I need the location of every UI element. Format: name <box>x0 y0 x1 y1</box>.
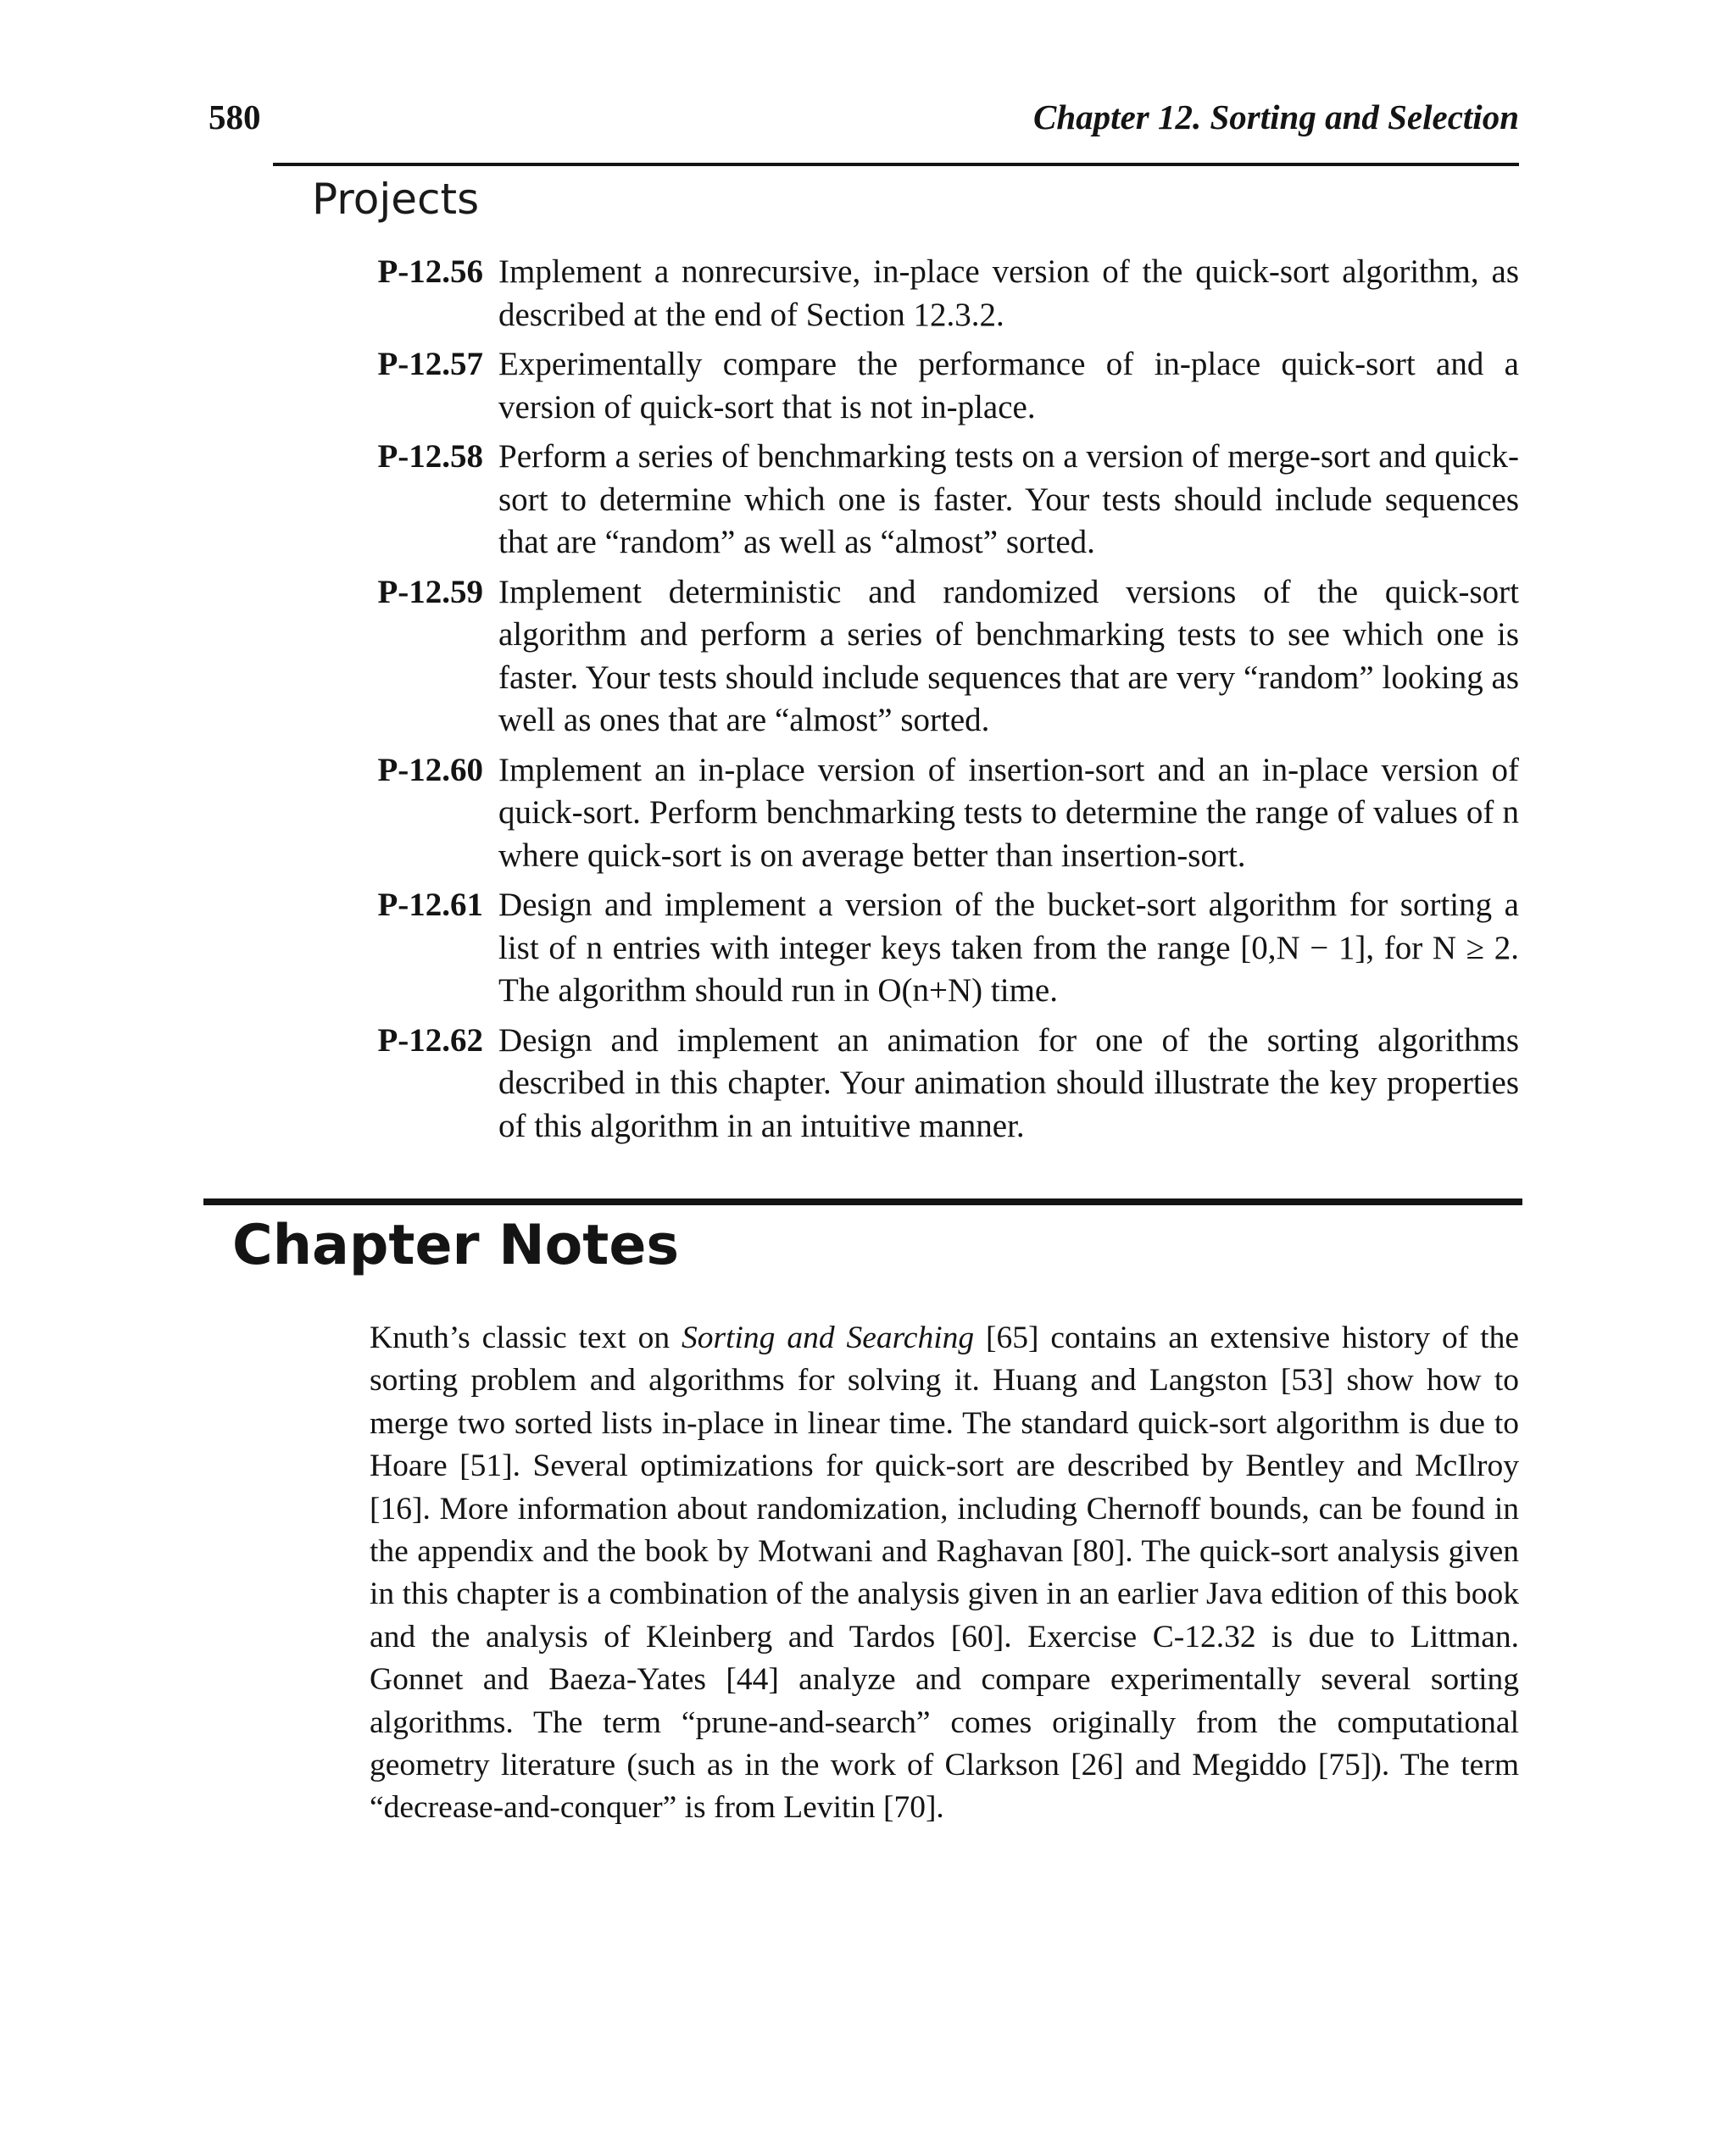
project-item <box>366 1020 1519 1148</box>
project-text: Perform a series of benchmarking tests on a version of merge-sort and quick-sort to determine which one is faster. Your tests should include sequences that are “random” as well as “almost” sorted. <box>498 438 1519 560</box>
chapter-notes-heading: Chapter Notes <box>232 1214 680 1277</box>
project-text: Design and implement a version of the bucket-sort algorithm for sorting a list of n entries with integer keys taken from the range [0,N − 1], for N ≥ 2. The algorithm should run in O(n+N) time. <box>498 887 1519 1009</box>
notes-book-title: Sorting and Searching <box>682 1321 975 1355</box>
project-list <box>366 251 1519 1154</box>
project-item <box>366 749 1519 878</box>
project-label: P-12.56 <box>377 253 483 290</box>
project-text: Implement a nonrecursive, in-place version of the quick-sort algorithm, as described at the end of Section 12.3.2. <box>498 253 1519 333</box>
page-header <box>209 97 1519 147</box>
chapter-notes-rule <box>203 1198 1522 1205</box>
project-label: P-12.59 <box>377 573 483 610</box>
project-label: P-12.61 <box>377 887 483 923</box>
page-number: 580 <box>209 97 261 136</box>
project-label: P-12.62 <box>377 1021 483 1059</box>
project-item <box>366 436 1519 564</box>
running-head: Chapter 12. Sorting and Selection <box>1033 97 1519 136</box>
project-item <box>366 251 1519 336</box>
project-item <box>366 571 1519 742</box>
notes-body-text: [65] contains an extensive history of the sorting problem and algorithms for solving it. Huang and Langston [53] show how to merge two sorted lists in-place in linear time. The standard quick-sort algorithm is due to Hoare [51]. Several optimizations for quick-sort are described by Bentley and McIlroy [16]. More information about randomization, including Chernoff bounds, can be found in the appendix and the book by Motwani and Raghavan [80]. The quick-sort analysis given in this chapter is a combination of the analysis given in an earlier Java edition of this book and the analysis of Kleinberg and Tardos [60]. Exercise C-12.32 is due to Littman. Gonnet and Baeza-Yates [44] analyze and compare experimentally several sorting algorithms. The term “prune-and-search” comes originally from the computational geometry literature (such as in the work of Clarkson [26] and Megiddo [75]). The term “decrease-and-conquer” is from Levitin [70]. <box>370 1321 1519 1826</box>
section-rule <box>273 163 1519 166</box>
project-text: Experimentally compare the performance of in-place quick-sort and a version of quick-sort that is not in-place. <box>498 346 1519 425</box>
project-text: Implement deterministic and randomized versions of the quick-sort algorithm and perform a series of benchmarking tests to see which one is faster. Your tests should include sequences that are very “random” looking as well as ones that are “almost” sorted. <box>498 573 1519 738</box>
project-item <box>366 343 1519 429</box>
project-item <box>366 884 1519 1013</box>
notes-lead-text: Knuth’s classic text on <box>370 1321 682 1355</box>
project-text: Implement an in-place version of insertion-sort and an in-place version of quick-sort. Perform benchmarking tests to determine the range of values of n where quick-sort is on average better than insertion-sort. <box>498 751 1519 874</box>
project-text: Design and implement an animation for one of the sorting algorithms described in this chapter. Your animation should illustrate the key properties of this algorithm in an intuitive manner. <box>498 1021 1519 1144</box>
project-label: P-12.57 <box>377 346 483 382</box>
projects-heading: Projects <box>312 175 480 224</box>
project-label: P-12.60 <box>377 751 483 788</box>
chapter-notes-paragraph <box>370 1317 1519 1830</box>
project-label: P-12.58 <box>377 438 483 475</box>
